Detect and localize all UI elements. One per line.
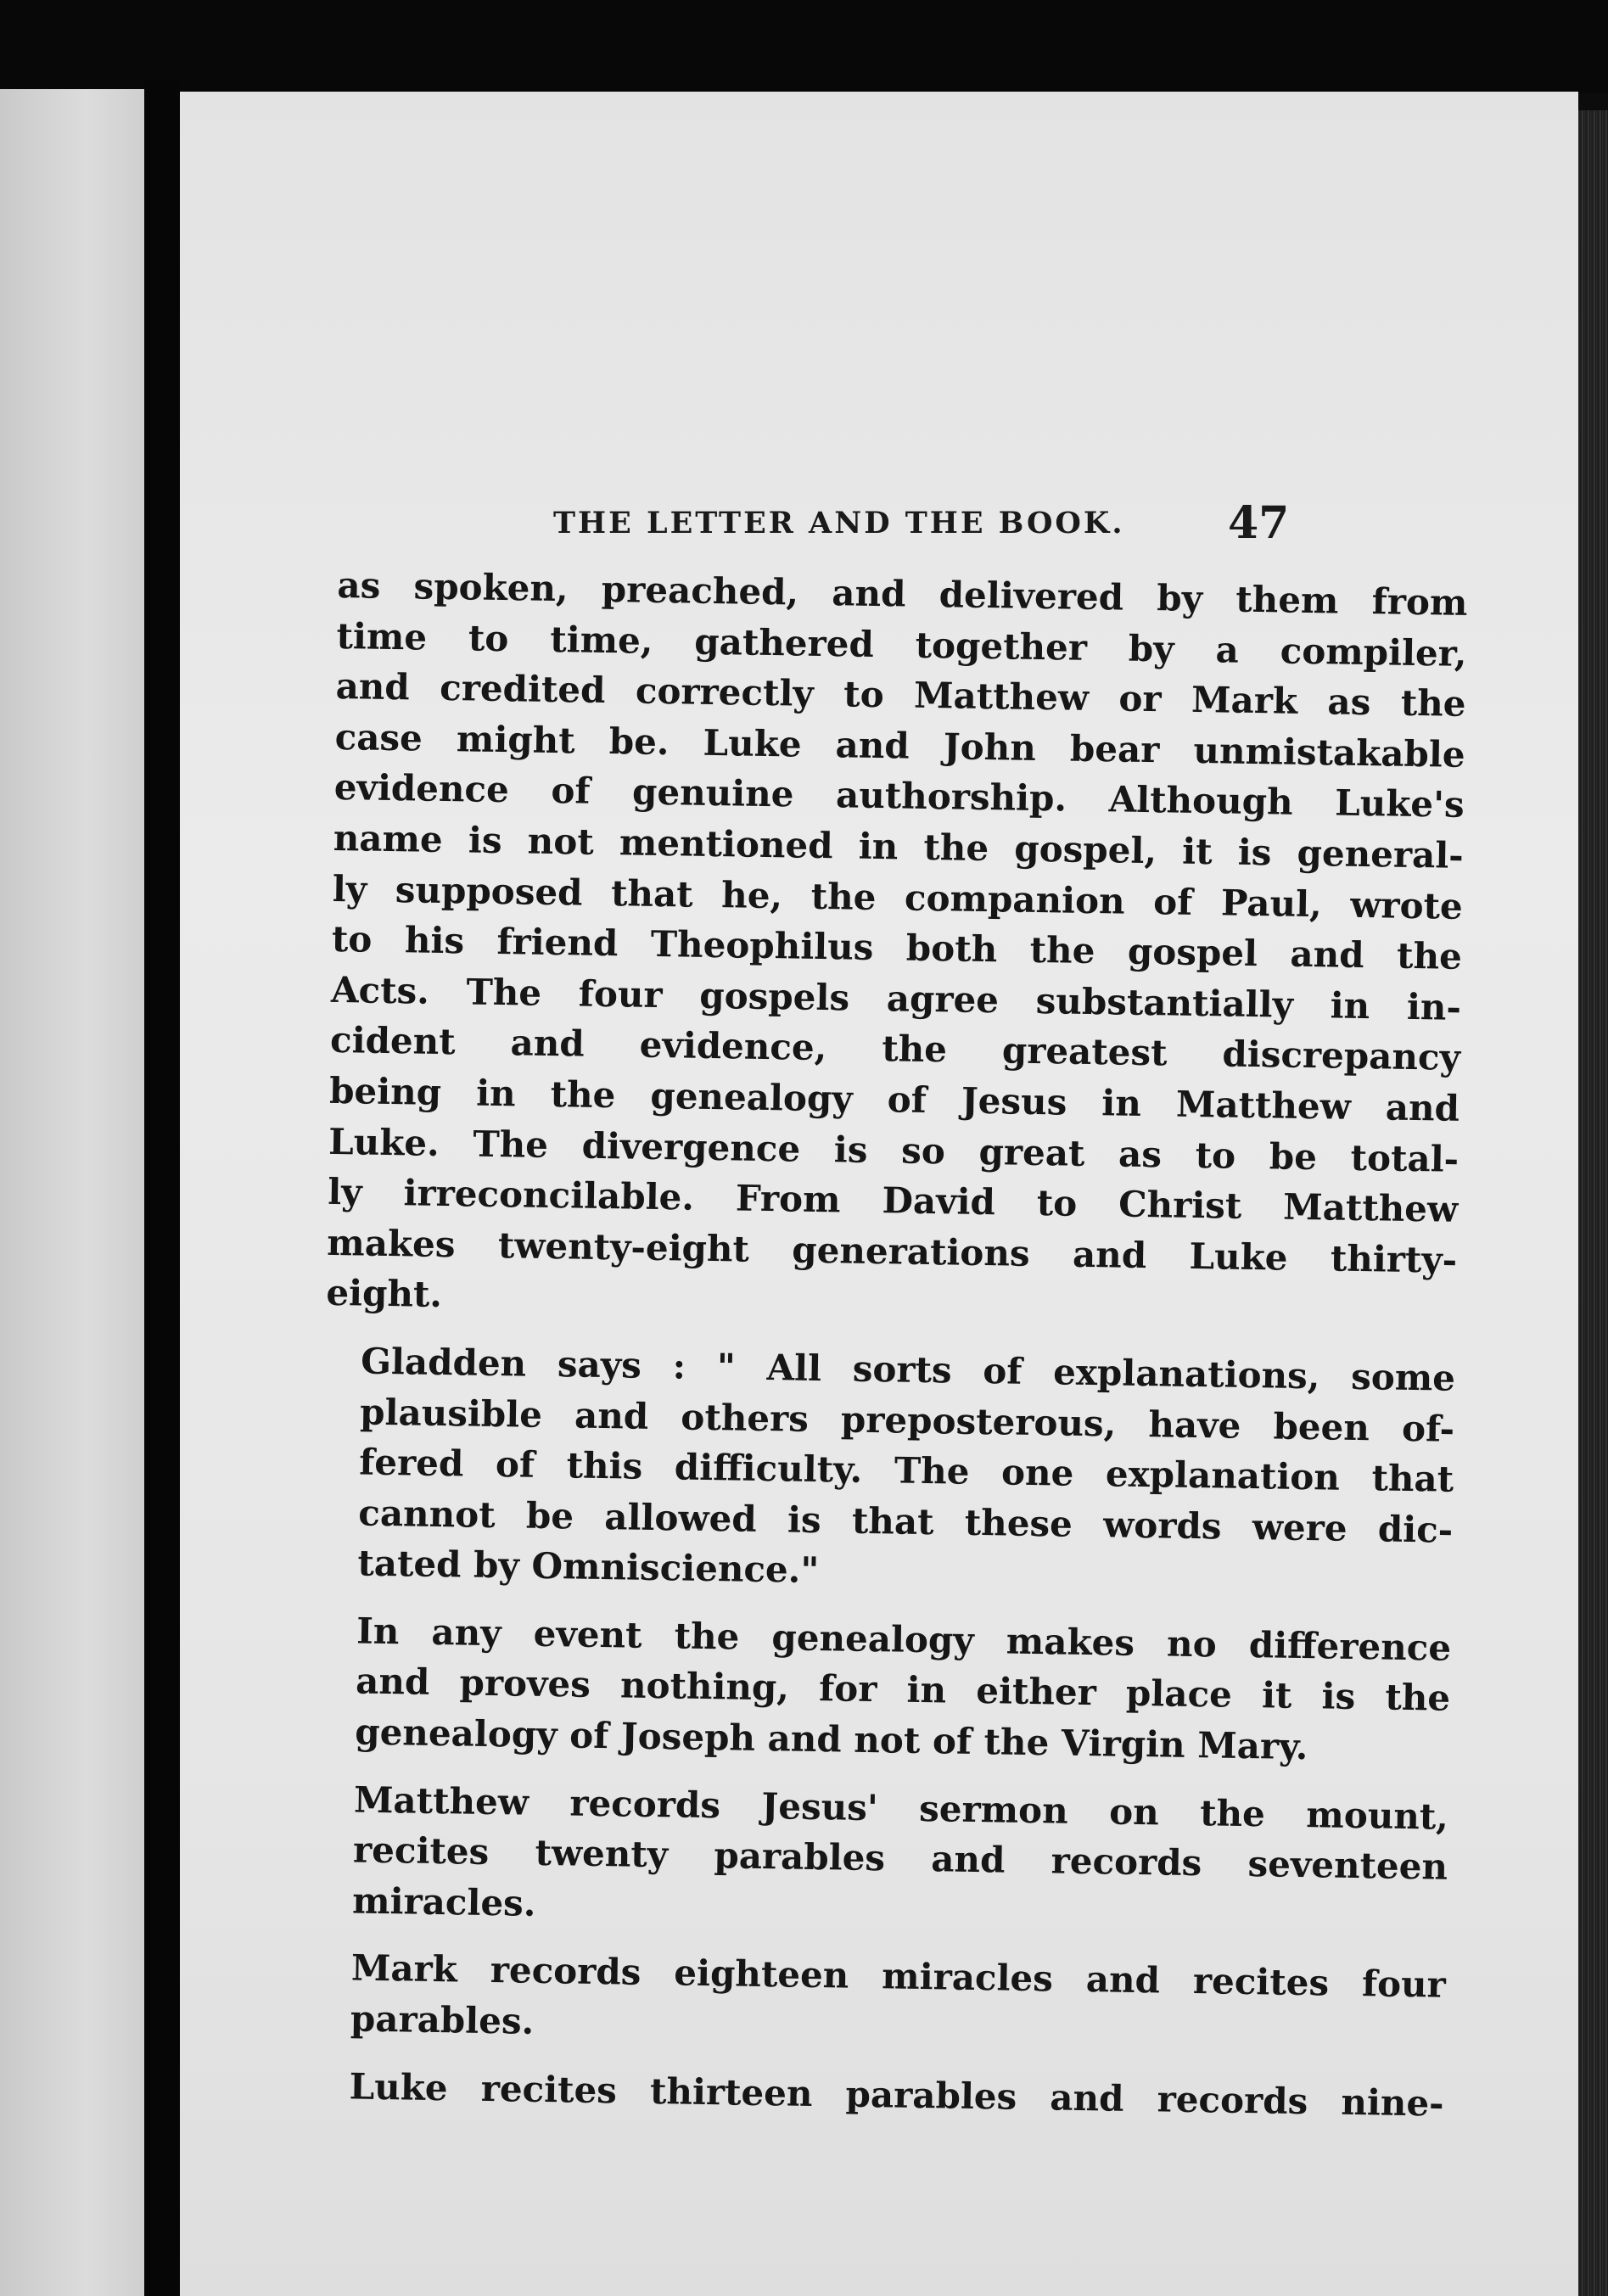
paragraph xyxy=(317,1773,1449,1943)
text-line: eight. xyxy=(326,1272,443,1316)
text-line: being in the genealogy of Jesus in Matthew and xyxy=(328,1069,1460,1129)
text-line: Acts. The four gospels agree substantially in in- xyxy=(330,968,1462,1028)
text-line: and credited correctly to Matthew or Mark as the xyxy=(335,665,1466,725)
text-line: tated by Omniscience." xyxy=(357,1542,820,1592)
facing-page-edge xyxy=(0,89,144,2296)
text-line: cident and evidence, the greatest discrepancy xyxy=(329,1019,1461,1079)
text-line: In any event the genealogy makes no difference xyxy=(356,1610,1452,1669)
scan-top-border xyxy=(0,0,1608,93)
text-line: Mark records eighteen miracles and recites four xyxy=(350,1946,1447,2007)
page-header xyxy=(180,497,1578,548)
paragraph xyxy=(326,560,1468,1336)
text-line: case might be. Luke and John bear unmistakable xyxy=(334,715,1465,776)
page-block-edge xyxy=(1578,110,1608,2296)
text-line: time to time, gathered together by a compiler, xyxy=(336,614,1467,675)
book-page xyxy=(180,92,1578,2296)
running-head: THE LETTER AND THE BOOK. xyxy=(553,506,1125,540)
text-line: parables. xyxy=(350,1997,535,2042)
text-line: makes twenty-eight generations and Luke thirty- xyxy=(326,1221,1458,1281)
text-line: cannot be allowed is that these words were dic- xyxy=(357,1492,1454,1551)
text-line: as spoken, preached, and delivered by them from xyxy=(337,563,1468,624)
page-body xyxy=(313,560,1468,2129)
text-line: name is not mentioned in the gospel, it is general- xyxy=(333,816,1465,876)
text-line: plausible and others preposterous, have been of- xyxy=(359,1391,1455,1450)
paragraph xyxy=(319,1605,1452,1775)
text-line: ly irreconcilable. From David to Christ Matthew xyxy=(327,1171,1459,1230)
text-line: Gladden says : " All sorts of explanations, some xyxy=(360,1340,1456,1399)
text-line: to his friend Theophilus both the gospel and the xyxy=(331,918,1463,978)
text-line: evidence of genuine authorship. Although Luke's xyxy=(333,766,1465,826)
paragraph xyxy=(315,1942,1447,2061)
paragraph xyxy=(313,2060,1444,2129)
text-line: ly supposed that he, the companion of Paul, wrote xyxy=(332,867,1464,927)
book-gutter xyxy=(144,81,180,2296)
text-line: Matthew records Jesus' sermon on the mount, xyxy=(353,1778,1449,1838)
text-line: miracles. xyxy=(351,1879,536,1924)
text-line: and proves nothing, for in either place it is the xyxy=(355,1660,1451,1720)
text-line: recites twenty parables and records seventeen xyxy=(352,1828,1448,1888)
page-number: 47 xyxy=(1228,497,1290,549)
text-line: Luke. The divergence is so great as to be total- xyxy=(328,1120,1460,1180)
text-line: genealogy of Joseph and not of the Virgin Mary. xyxy=(354,1711,1308,1768)
paragraph xyxy=(322,1336,1456,1606)
text-line: Luke recites thirteen parables and records nine- xyxy=(349,2065,1444,2125)
text-line: fered of this difficulty. The one explanation that xyxy=(358,1441,1454,1500)
